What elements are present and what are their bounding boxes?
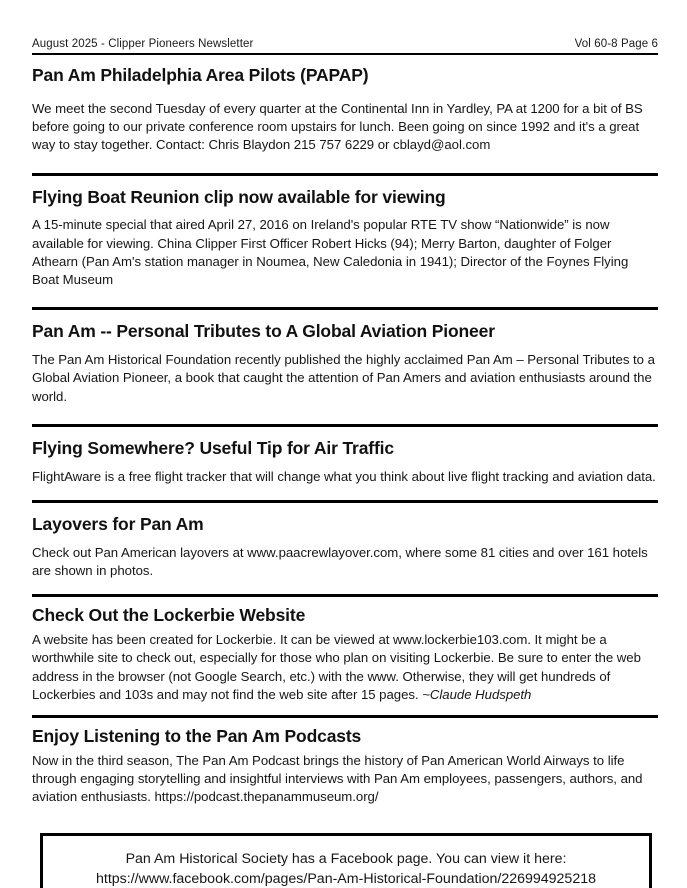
running-head <box>32 38 658 53</box>
header-divider <box>32 53 658 55</box>
section-title: Flying Somewhere? Useful Tip for Air Traffic <box>32 437 394 458</box>
spacer <box>32 208 658 216</box>
callout-line-2: https://www.facebook.com/pages/Pan-Am-Historical-Foundation/226994925218 <box>96 870 596 887</box>
section-title: Flying Boat Reunion clip now available for viewing <box>32 186 446 207</box>
facebook-callout-box <box>40 833 652 888</box>
spacer <box>32 406 658 424</box>
spacer <box>32 87 658 100</box>
section-body: FlightAware is a free flight tracker that will change what you think about live flight tracking and aviation data. <box>32 468 656 484</box>
callout-line-1: Pan Am Historical Society has a Facebook page. You can view it here: <box>125 850 567 867</box>
section-title: Pan Am -- Personal Tributes to A Global Aviation Pioneer <box>32 321 495 342</box>
section-title: Enjoy Listening to the Pan Am Podcasts <box>32 725 362 746</box>
running-head-left: August 2025 - Clipper Pioneers Newsletter <box>32 38 254 50</box>
section-personal-tributes <box>32 310 658 406</box>
section-podcasts <box>32 718 658 807</box>
spacer <box>32 536 658 544</box>
spacer <box>32 460 658 468</box>
section-title: Pan Am Philadelphia Area Pilots (PAPAP) <box>32 65 369 85</box>
section-body-text: A website has been created for Lockerbie. It can be viewed at www.lockerbie103.com. It might be a worthwhile site to check out, especially for those who plan on visiting Lockerbie. Be sure to enter the web address in the browser (not Google Search, etc.) with the www. Otherwise, they will get hundreds of Lockerbies and 103s and may not find the web site after 15 pages. <box>32 632 641 702</box>
section-attribution: ~Claude Hudspeth <box>422 686 532 702</box>
running-head-right: Vol 60-8 Page 6 <box>574 38 658 50</box>
section-body <box>32 631 658 704</box>
section-title: Layovers for Pan Am <box>32 513 204 534</box>
section-flying-boat-reunion <box>32 176 658 290</box>
section-papap <box>32 65 658 155</box>
page-content <box>32 38 658 888</box>
spacer <box>32 704 658 715</box>
section-body: We meet the second Tuesday of every quarter at the Continental Inn in Yardley, PA at 1200 for a bit of BS before going to our private conference room upstairs for lunch. Been going on since 1992 and it's a great way to stay together. Contact: Chris Blaydon 215 757 6229 or cblayd@aol.com <box>32 100 643 153</box>
section-body: Check out Pan American layovers at www.paacrewlayover.com, where some 81 cities and over 161 hotels are shown in photos. <box>32 544 648 578</box>
section-layovers <box>32 503 658 580</box>
section-title: Check Out the Lockerbie Website <box>32 605 306 626</box>
section-body: The Pan Am Historical Foundation recently published the highly acclaimed Pan Am – Personal Tributes to a Global Aviation Pioneer, a book that caught the attention of Pan Amers and aviation enthusiasts around the world. <box>32 352 655 404</box>
spacer <box>32 155 658 173</box>
section-body: Now in the third season, The Pan Am Podcast brings the history of Pan American World Airways to life through engaging storytelling and insightful interviews with Pan Am employees, passengers, authors, and aviation enthusiasts. https://podcast.thepanammuseum.org/ <box>32 752 643 805</box>
spacer <box>32 580 658 594</box>
section-lockerbie <box>32 597 658 704</box>
spacer <box>32 289 658 307</box>
spacer <box>32 486 658 500</box>
spacer <box>32 343 658 351</box>
section-body: A 15-minute special that aired April 27, 2016 on Ireland's popular RTE TV show “Nationwide” is now available for viewing. China Clipper First Officer Robert Hicks (94); Merry Barton, daughter of Folger Athearn (Pan Am's station manager in Noumea, New Caledonia in 1941); Director of the Foynes Flying Boat Museum <box>32 217 629 288</box>
section-air-traffic-tip <box>32 427 658 486</box>
